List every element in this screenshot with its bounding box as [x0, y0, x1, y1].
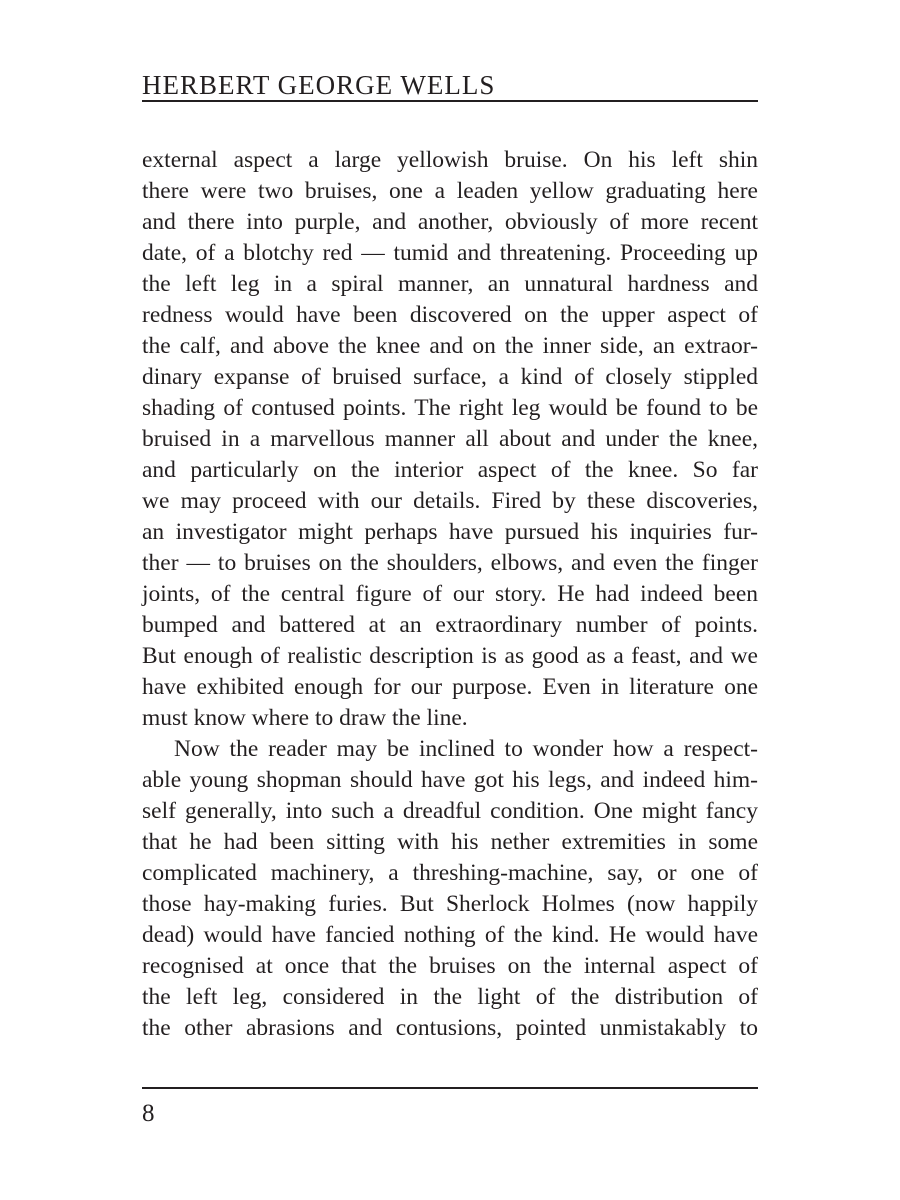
- text-line: able young shopman should have got his legs, and indeed him-: [142, 767, 758, 793]
- text-line: ther — to bruises on the shoulders, elbows, and even the finger: [142, 550, 758, 576]
- text-line: must know where to draw the line.: [142, 705, 468, 731]
- text-line: there were two bruises, one a leaden yellow graduating here: [142, 178, 758, 204]
- paragraph-1: [142, 145, 758, 734]
- text-line: we may proceed with our details. Fired by these discoveries,: [142, 488, 758, 514]
- text-line: But enough of realistic description is as good as a feast, and we: [142, 643, 758, 669]
- text-line: dinary expanse of bruised surface, a kind of closely stippled: [142, 364, 758, 390]
- running-head-title: HERBERT GEORGE WELLS: [142, 70, 496, 100]
- footer-rule: [142, 1087, 758, 1089]
- text-line: self generally, into such a dreadful condition. One might fancy: [142, 798, 758, 824]
- text-line: and there into purple, and another, obviously of more recent: [142, 209, 758, 235]
- text-line: the calf, and above the knee and on the inner side, an extraor-: [142, 333, 758, 359]
- page-number: 8: [142, 1100, 155, 1127]
- text-line: external aspect a large yellowish bruise. On his left shin: [142, 147, 758, 173]
- text-line: those hay-making furies. But Sherlock Holmes (now happily: [142, 891, 758, 917]
- text-line: that he had been sitting with his nether extremities in some: [142, 829, 758, 855]
- text-line: the left leg, considered in the light of the distribution of: [142, 984, 758, 1010]
- text-line: and particularly on the interior aspect of the knee. So far: [142, 457, 758, 483]
- text-line: date, of a blotchy red — tumid and threatening. Proceeding up: [142, 240, 758, 266]
- text-line: shading of contused points. The right leg would be found to be: [142, 395, 758, 421]
- text-line: complicated machinery, a threshing-machine, say, or one of: [142, 860, 758, 886]
- text-line: bumped and battered at an extraordinary number of points.: [142, 612, 758, 638]
- text-line: recognised at once that the bruises on the internal aspect of: [142, 953, 758, 979]
- header-rule: [142, 100, 758, 102]
- text-line: have exhibited enough for our purpose. Even in literature one: [142, 674, 758, 700]
- paragraph-2: [142, 734, 758, 1044]
- text-line: bruised in a marvellous manner all about and under the knee,: [142, 426, 758, 452]
- page-body: [142, 145, 758, 1044]
- text-line: dead) would have fancied nothing of the kind. He would have: [142, 922, 758, 948]
- text-line: redness would have been discovered on the upper aspect of: [142, 302, 758, 328]
- text-line: joints, of the central figure of our story. He had indeed been: [142, 581, 758, 607]
- text-line: the left leg in a spiral manner, an unnatural hardness and: [142, 271, 758, 297]
- text-line: an investigator might perhaps have pursued his inquiries fur-: [142, 519, 758, 545]
- text-line: the other abrasions and contusions, pointed unmistakably to: [142, 1015, 758, 1041]
- text-line: Now the reader may be inclined to wonder how a respect-: [174, 736, 758, 762]
